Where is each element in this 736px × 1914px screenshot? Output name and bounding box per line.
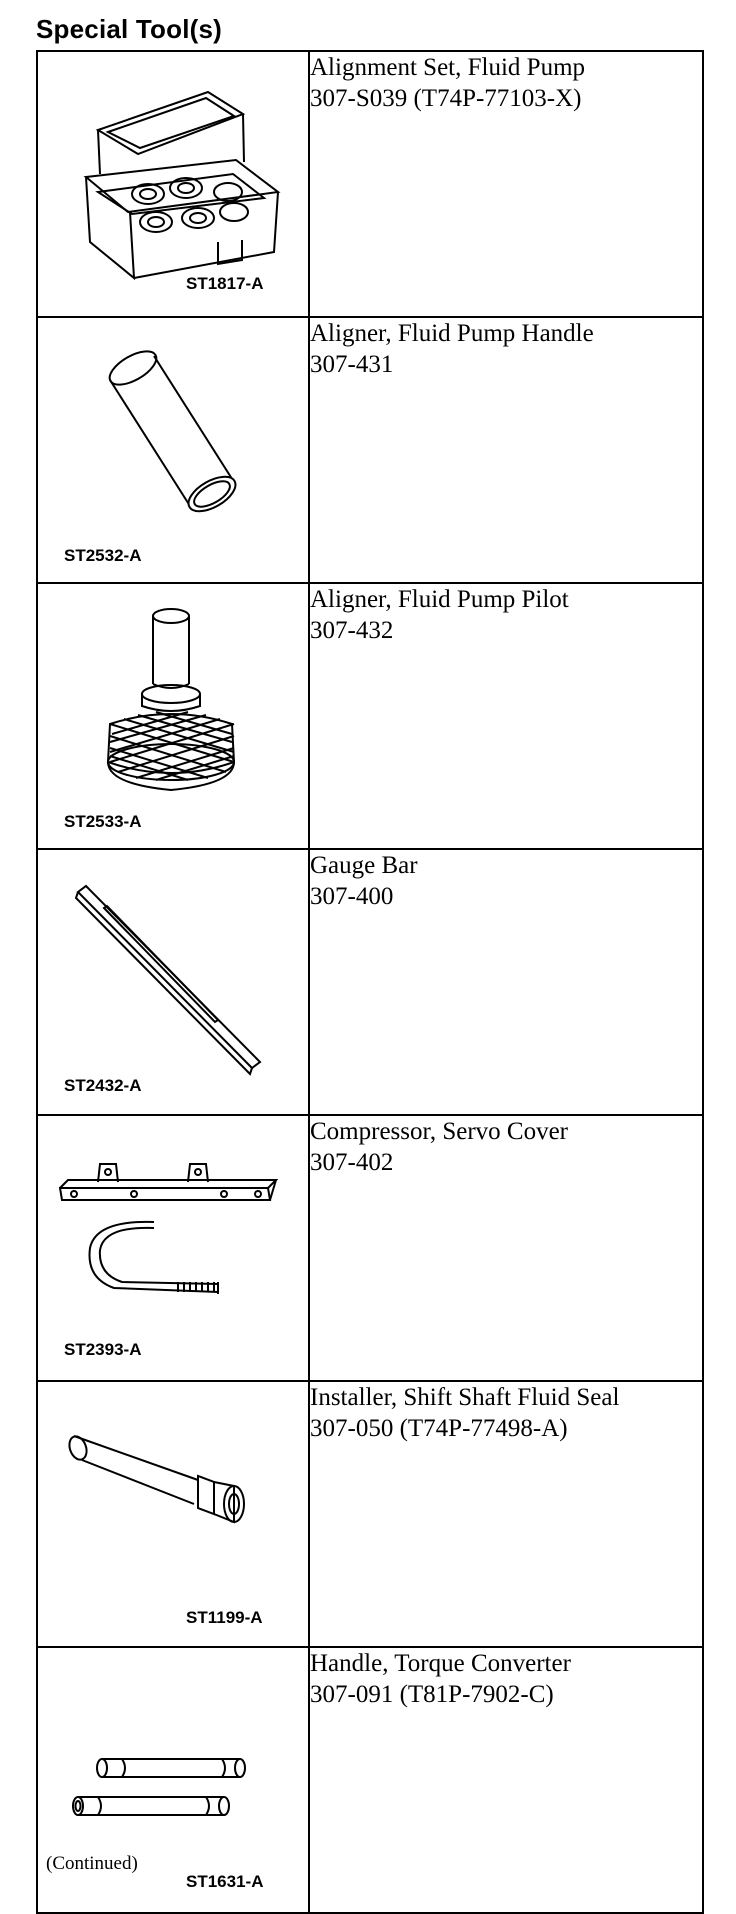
tool-description-cell — [309, 1647, 703, 1913]
tool-number: 307-400 — [310, 883, 394, 910]
tool-description-cell — [309, 849, 703, 1115]
tool-figure-cell — [37, 849, 309, 1115]
compressor-icon — [38, 1116, 308, 1378]
figure-code: ST1199-A — [186, 1608, 263, 1627]
seal-installer-icon — [38, 1382, 308, 1644]
tool-number: 307-091 (T81P-7902-C) — [310, 1681, 554, 1708]
tool-figure-cell — [37, 1381, 309, 1647]
tool-name: Handle, Torque Converter — [310, 1650, 571, 1677]
table-row — [37, 1115, 703, 1381]
tool-description-cell — [309, 1381, 703, 1647]
tool-name: Aligner, Fluid Pump Handle — [310, 320, 594, 347]
tool-figure-cell — [37, 317, 309, 583]
tool-figure-cell — [37, 583, 309, 849]
table-row — [37, 317, 703, 583]
gauge-bar-icon — [38, 850, 308, 1112]
tool-number: 307-432 — [310, 617, 394, 644]
knurled-pilot-icon — [38, 584, 308, 846]
figure-code: ST2393-A — [64, 1340, 142, 1359]
tube-icon — [38, 318, 308, 580]
continued-note: (Continued) — [46, 1853, 138, 1874]
tool-name: Aligner, Fluid Pump Pilot — [310, 586, 569, 613]
tool-description-cell — [309, 51, 703, 317]
page-title: Special Tool(s) — [36, 14, 222, 44]
figure-code: ST1817-A — [186, 274, 264, 293]
tool-name: Installer, Shift Shaft Fluid Seal — [310, 1384, 620, 1411]
tool-number: 307-402 — [310, 1149, 394, 1176]
tool-description-cell — [309, 583, 703, 849]
table-row — [37, 1381, 703, 1647]
figure-code: ST1631-A — [186, 1872, 264, 1891]
tool-figure-cell — [37, 51, 309, 317]
figure-code: ST2532-A — [64, 546, 142, 565]
tool-number: 307-431 — [310, 351, 394, 378]
table-row — [37, 51, 703, 317]
figure-code: ST2533-A — [64, 812, 142, 831]
tool-number: 307-050 (T74P-77498-A) — [310, 1415, 568, 1442]
special-tools-table — [36, 50, 704, 1914]
tool-description-cell — [309, 1115, 703, 1381]
tool-number: 307-S039 (T74P-77103-X) — [310, 85, 582, 112]
tool-name: Gauge Bar — [310, 852, 418, 879]
tool-name: Compressor, Servo Cover — [310, 1118, 568, 1145]
figure-code: ST2432-A — [64, 1076, 142, 1095]
tool-description-cell — [309, 317, 703, 583]
tool-figure-cell — [37, 1115, 309, 1381]
tool-case-icon — [38, 52, 308, 314]
tool-name: Alignment Set, Fluid Pump — [310, 54, 586, 81]
table-row — [37, 583, 703, 849]
table-row — [37, 849, 703, 1115]
